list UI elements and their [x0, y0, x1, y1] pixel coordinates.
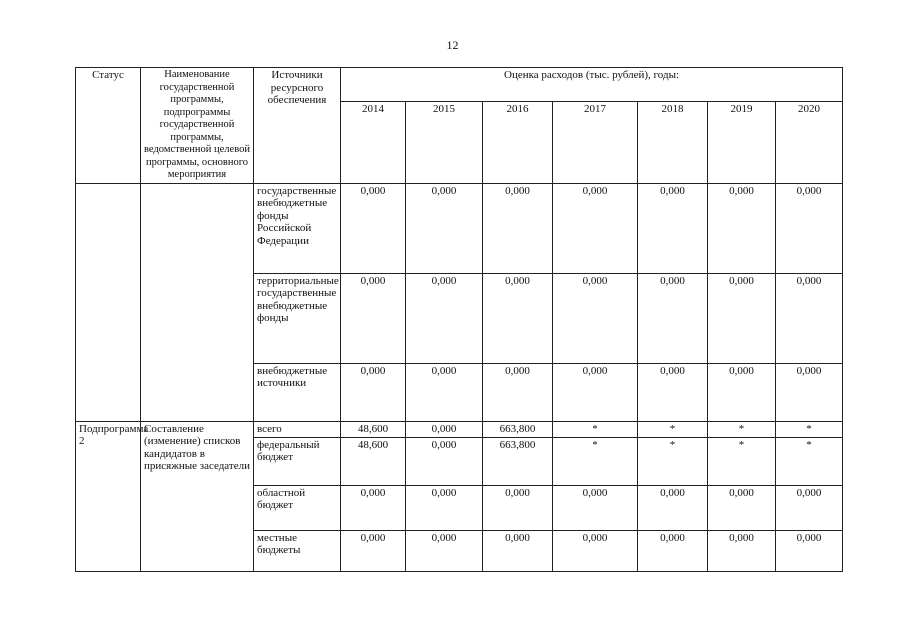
header-year: 2020 — [776, 102, 843, 183]
value-cell: 0,000 — [406, 183, 483, 273]
name-cell-empty — [141, 183, 254, 421]
table-row — [76, 183, 843, 273]
value-cell: 0,000 — [638, 363, 708, 421]
value-cell: * — [638, 421, 708, 437]
value-cell: 0,000 — [483, 530, 553, 571]
value-cell: 0,000 — [406, 437, 483, 485]
value-cell: 0,000 — [708, 363, 776, 421]
value-cell: * — [708, 421, 776, 437]
header-source: Источники ресурсного обеспечения — [254, 68, 341, 184]
header-program-name: Наименование государственной программы, подпрограммы государственной программы, ведомственной целевой программы, основного мероприятия — [141, 68, 254, 184]
value-cell: 0,000 — [553, 363, 638, 421]
header-year: 2016 — [483, 102, 553, 183]
value-cell: 48,600 — [341, 421, 406, 437]
table-row — [76, 421, 843, 437]
value-cell: 0,000 — [638, 530, 708, 571]
subprogram-status: Подпрограмма 2 — [76, 421, 141, 571]
source-cell: территориальные государственные внебюджетные фонды — [254, 273, 341, 363]
value-cell: * — [708, 437, 776, 485]
value-cell: 0,000 — [638, 183, 708, 273]
value-cell: 0,000 — [553, 183, 638, 273]
value-cell: 0,000 — [638, 485, 708, 530]
value-cell: 0,000 — [406, 485, 483, 530]
value-cell: 0,000 — [776, 530, 843, 571]
source-cell: областной бюджет — [254, 485, 341, 530]
value-cell: 0,000 — [341, 530, 406, 571]
value-cell: 0,000 — [483, 183, 553, 273]
value-cell: 48,600 — [341, 437, 406, 485]
value-cell: 0,000 — [483, 485, 553, 530]
header-year: 2017 — [553, 102, 638, 183]
source-cell: всего — [254, 421, 341, 437]
header-year: 2018 — [638, 102, 708, 183]
value-cell: * — [553, 421, 638, 437]
value-cell: 0,000 — [776, 183, 843, 273]
value-cell: 0,000 — [708, 183, 776, 273]
value-cell: 663,800 — [483, 437, 553, 485]
header-estimate: Оценка расходов (тыс. рублей), годы: — [341, 68, 843, 102]
value-cell: 0,000 — [776, 273, 843, 363]
value-cell: 0,000 — [776, 363, 843, 421]
value-cell: * — [638, 437, 708, 485]
value-cell: 0,000 — [553, 530, 638, 571]
value-cell: 0,000 — [708, 530, 776, 571]
status-cell-empty — [76, 183, 141, 421]
value-cell: 0,000 — [341, 485, 406, 530]
source-cell: государственные внебюджетные фонды Российской Федерации — [254, 183, 341, 273]
source-cell: внебюджетные источники — [254, 363, 341, 421]
header-status: Статус — [76, 68, 141, 184]
page-number: 12 — [446, 38, 459, 52]
value-cell: * — [776, 421, 843, 437]
header-year: 2019 — [708, 102, 776, 183]
expenditure-table — [75, 67, 843, 572]
value-cell: 0,000 — [406, 273, 483, 363]
value-cell: * — [553, 437, 638, 485]
header-year: 2014 — [341, 102, 406, 183]
source-cell: местные бюджеты — [254, 530, 341, 571]
value-cell: 0,000 — [341, 183, 406, 273]
value-cell: 0,000 — [708, 273, 776, 363]
value-cell: 0,000 — [708, 485, 776, 530]
value-cell: 0,000 — [776, 485, 843, 530]
value-cell: 0,000 — [406, 363, 483, 421]
value-cell: 0,000 — [341, 273, 406, 363]
value-cell: 0,000 — [406, 421, 483, 437]
subprogram-name: Составление (изменение) списков кандидатов в присяжные заседатели — [141, 421, 254, 571]
value-cell: 663,800 — [483, 421, 553, 437]
value-cell: 0,000 — [483, 363, 553, 421]
value-cell: 0,000 — [638, 273, 708, 363]
value-cell: 0,000 — [483, 273, 553, 363]
value-cell: 0,000 — [341, 363, 406, 421]
value-cell: 0,000 — [553, 485, 638, 530]
header-year: 2015 — [406, 102, 483, 183]
source-cell: федеральный бюджет — [254, 437, 341, 485]
value-cell: 0,000 — [553, 273, 638, 363]
value-cell: * — [776, 437, 843, 485]
value-cell: 0,000 — [406, 530, 483, 571]
